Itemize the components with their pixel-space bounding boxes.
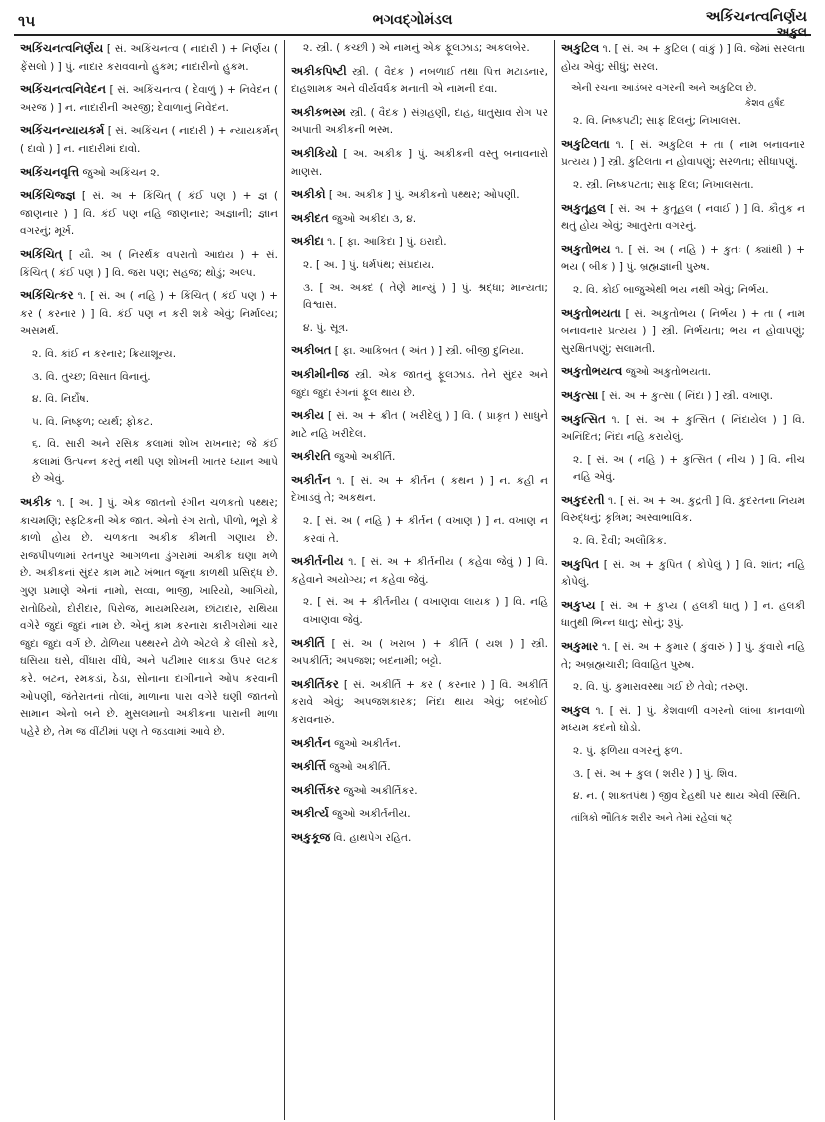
definition: ૪. ન. ( શાક્તપંથ ) જીવ દેહથી પર થાય એવી સ્થિતિ. [573, 790, 801, 803]
entry-sense [561, 788, 805, 806]
definition: ૨. સ્ત્રી. ( કચ્છી ) એ નામનું એક ફૂલઝાડ; અકલબેર. [303, 42, 530, 54]
dictionary-entry [291, 210, 548, 229]
definition: [ યૌ. અ ( નિરર્થક વપરાતો આદ્યય ) + સં. કિંચિત્ ( કંઈ પણ ) ] વિ. જરા પણ; સહજ; થોડું; અલ્પ. [20, 248, 278, 279]
dictionary-entry [291, 366, 548, 402]
definition: ૧. [ સં. ] પું. કેશવાળી વગરનો લાંબા કાનવાળો મધ્યમ કદનો ઘોડો. [561, 704, 805, 735]
dictionary-title: ભગવદ્ગોમંડલ [372, 12, 453, 28]
dictionary-entry [291, 676, 548, 730]
headword: અકુતૂહલ [561, 200, 606, 215]
dictionary-entry [291, 145, 548, 181]
dictionary-entry [20, 164, 278, 183]
definition: ૨. [ સં. અ ( નહિ ) + કુત્સિત ( નીચ ) ] વિ. નીચ નહિ એવું. [573, 453, 805, 484]
dictionary-entry [291, 735, 548, 754]
usage-quote [561, 811, 805, 826]
definition: ૫. વિ. નિષ્ફળ; વ્યર્થ; ફોકટ. [32, 415, 154, 428]
dictionary-entry [291, 472, 548, 508]
dictionary-entry [291, 635, 548, 671]
definition: સ્ત્રી. ( વૈદક ) નબળાઈ તથા પિત્ત મટાડનાર, દાહશામક અને વીર્યવર્ધક મનાતી એ નામની દવા. [291, 65, 548, 96]
headword: અકુદરતી [561, 492, 605, 507]
definition: ૨. સ્ત્રી. નિષ્કપટતા; સાફ દિલ; નિખાલસતા. [573, 178, 754, 191]
dictionary-entry [561, 387, 805, 406]
headword: અકીર્ત્તિ [291, 759, 326, 774]
headword: અકુકૂજ [291, 829, 331, 844]
definition: [ સં. અ ( ખરાબ ) + કીર્તિ ( યશ ) ] સ્ત્રી. અપકીર્તિ; અપજશ; બદનામી; બટ્ટો. [291, 637, 548, 668]
dictionary-entry [20, 81, 278, 117]
dictionary-entry [20, 122, 278, 158]
headword: અકીર્તનીય [291, 554, 344, 569]
definition: ૨. પું. ફળિયા વગરનું ફળ. [573, 745, 683, 757]
dictionary-entry [291, 342, 548, 361]
definition: ૧. [ સં. અકુટિલ + તા ( નામ બનાવનાર પ્રત્યય ) ] સ્ત્રી. કુટિલતા ન હોવાપણું; સરળતા; સીધાપણું. [561, 138, 805, 169]
definition: [ સં. અ + કુપિત ( કોપેલું ) ] વિ. શાંત; નહિ કોપેલું. [561, 558, 805, 589]
entry-sense [291, 40, 548, 58]
dictionary-entry [561, 597, 805, 633]
headword: અકીર્ત્ય [291, 806, 329, 821]
page-header [14, 8, 811, 39]
headword: અકીર્તન [291, 472, 331, 487]
definition: ૧. [ સં. અ + અ. કુદ્રતી ] વિ. કુદરતના નિયમ વિરુદ્ધનું; કૃત્રિમ; અસ્વાભાવિક. [561, 494, 805, 525]
definition: ૨. [ સં. અ + કીર્તનીય ( વખાણવા લાયક ) ] વિ. નહિ વખાણવા જેવું. [303, 596, 548, 627]
entry-sense [291, 320, 548, 338]
entry-sense [561, 766, 805, 784]
headword: અકીક [20, 495, 52, 510]
dictionary-entry [561, 241, 805, 277]
definition: જુઓ અકિંચન ૨. [82, 166, 160, 179]
definition: ૧. [ અ. ] પું. એક જાતનો રંગીન ચળકતો પથ્થર; કાચમણિ; સ્ફટિકની એક જાત. એનો રંગ રાતો, પીળો, ભૂરો કે કાળો હોય છે. ચળકતા અકીક કીમતી ગણાય છે. રાજપીપળામાં રતનપુર આગળના ડુંગરામાં અકીક ઘણા મળે છે. અકીકનાં સુંદર કામ માટે ખંભાત જૂના કાળથી પ્રસિદ્ધ છે. ગુણ પ્રમાણે એનાં નામો, સવ્વા, ભાજી, ખારિયો, આગિયો, રાતોઠિયો, દોરીદાર, પિરોજ, માયમરિયમ, છાંટાદાર, રાથિયા વગેરે જુદાં જુદાં નામ છે. એનું કામ કરનારા કારીગરોમાં ચાર જુદા જુદા વર્ગ છે. ઢોળિયા પથ્થરને ઢોળે એટલે કે લીસો કરે, ઘસિયા ઘસે, વીંધારા વીંધે, અને પટીમાર લાકડા ઉપર લટક કરે. બટન, રમકડાં, ઠેડા, સોનાના દાગીનાને ઓપ કરવાની ઓપણી, જંતેરાતનાં તોલાં, માળાના પારા વગેરે ઘણી જાતનો સામાન એનો બને છે. મુસલમાનો અકીકના પારાની માળા પહેરે છે, તેમ જ વીંટીમાં પણ તે જડવામાં આવે છે. [20, 497, 278, 738]
definition: ૨. [ અ. ] પું. ધર્મપંથ; સંપ્રદાય. [303, 258, 435, 271]
dictionary-entry [291, 553, 548, 589]
entry-sense [561, 533, 805, 551]
headword: અકીકો [291, 187, 326, 202]
dictionary-entry [20, 494, 278, 741]
headword: અકીકપિષ્ટી [291, 63, 347, 78]
definition: જુઓ અકીર્તિ. [334, 451, 396, 464]
definition: [ સં. અકિંચન ( નાદારી ) + ન્યાયકર્મન્ ( દાવો ) ] ન. નાદારીમાં દાવો. [20, 125, 278, 155]
definition: [ સં. અ + કુત્સા ( નિંદા ) ] સ્ત્રી. વખાણ. [601, 389, 774, 402]
headword: અકિંચિત્કર [20, 288, 74, 303]
headword: અકીર્તન [291, 735, 331, 750]
dictionary-entry [291, 104, 548, 140]
definition: [ સં. અ + કિંચિત્ ( કંઈ પણ ) + જ્ઞ ( જાણનાર ) ] વિ. કંઈ પણ નહિ જાણનાર; અજ્ઞાની; જ્ઞાન વગરનું; મૂર્ખ. [20, 190, 278, 238]
dictionary-entry [291, 758, 548, 777]
quote-citation: કેશવ હર્ષદ [744, 98, 785, 110]
headword: અકીદત [291, 210, 329, 225]
definition: ૧. [ ફા. આકિદા ] પું. ઇરાદો. [327, 236, 447, 249]
entry-sense [291, 280, 548, 315]
quote-text: એની રચના આડંબર વગરની અને અકુટિલ છે. [571, 83, 757, 95]
dictionary-entry [561, 702, 805, 738]
definition: ૩. [ સં. અ + કુલ ( શરીર ) ] પું. શિવ. [573, 767, 738, 780]
dictionary-entry [561, 411, 805, 447]
definition: [ સં. અકિંચનત્વ ( નાદારી ) + નિર્ણય ( ફેંસલો ) ] પું. નાદાર કરાવવાનો હુકમ; નાદારીનો હુકમ. [20, 43, 278, 73]
entry-sense [20, 391, 278, 409]
dictionary-entry [561, 40, 805, 76]
definition: [ સં. અ + ક્રીત ( ખરીદેલું ) ] વિ. ( પ્રાકૃત ) સાધુને માટે નહિ ખરીદેલ. [291, 410, 548, 440]
dictionary-entry [291, 63, 548, 99]
dictionary-entry [561, 363, 805, 382]
headword: અકુપ્ય [561, 597, 596, 612]
dictionary-entry [20, 246, 278, 282]
entry-sense [20, 369, 278, 387]
definition: ૨. [ સં. અ ( નહિ ) + કીર્તન ( વખાણ ) ] ન. વખાણ ન કરવાં તે. [303, 515, 548, 545]
definition: ૨. વિ. કાંઈ ન કરનાર; ક્રિયાશૂન્ય. [32, 347, 177, 360]
headword: અકુત્સિત [561, 411, 606, 426]
definition: ૨. વિ. દૈવી; અલૌકિક. [573, 535, 667, 548]
column-2 [284, 40, 554, 1120]
headword: અકીકભસ્મ [291, 104, 346, 119]
headword: અકીકિયો [291, 145, 338, 160]
entry-sense [561, 452, 805, 487]
definition: ૧. [ સં. અ + કીર્તનીય ( કહેવા જેવું ) ] વિ. કહેવાને અયોગ્ય; ન કહેવા જેવું. [291, 556, 548, 586]
entry-sense [20, 346, 278, 364]
definition: ૧. [ સં. અ + કુત્સિત ( નિંદાયેલ ) ] વિ. અનિંદિત; નિંદા નહિ કરાયેલું. [561, 413, 805, 444]
headword: અકિંચનન્યાયકર્મ [20, 123, 105, 138]
definition: વિ. હાથપેગ રહિત. [333, 831, 412, 844]
definition: સ્ત્રી. ( વૈદક ) સંગ્રહણી, દાહ, ધાતુસ્રાવ રોગ પર અપાતી અકીકની ભસ્મ. [291, 106, 548, 137]
guide-word-top: અકિંચનત્વનિર્ણય [705, 9, 807, 25]
headword: અકુમાર [561, 639, 599, 654]
headword: અકુપિત [561, 556, 599, 571]
headword: અકીર્તિકર [291, 676, 339, 691]
definition: ૧. [ સં. અ + કીર્તન ( કથન ) ] ન. કહી ન દેખાડવું તે; અકથન. [291, 474, 548, 505]
headword: અકુતોભય [561, 241, 611, 256]
definition: ૨. વિ. નિષ્કપટી; સાફ દિલનું; નિખાલસ. [573, 115, 741, 128]
entry-sense [561, 177, 805, 195]
headword: અકિંચિત્ [20, 246, 63, 261]
definition: [ સં. અકીર્તિ + કર ( કરનાર ) ] વિ. અકીર્તિ કરાવે એવું; અપજશકારક; નિંદા થાય એવું; બદબોઈ કરાવનારું. [291, 678, 548, 726]
headword: અકીય [291, 408, 324, 423]
headword: અકુટિલ [561, 41, 600, 55]
definition: [ સં. અકિંચનત્વ ( દેવાળું ) + નિવેદન ( અરજ ) ] ન. નાદારીની અરજી; દેવાળાનું નિવેદન. [20, 84, 278, 114]
headword: અકીર્તિ [291, 635, 325, 650]
definition: [ સં. અકુતોભય ( નિર્ભય ) + તા ( નામ બનાવનાર પ્રત્યય ) ] સ્ત્રી. નિર્ભયતા; ભય ન હોવાપણું; સુરક્ષિતપણું; સલામતી. [561, 307, 805, 355]
dictionary-entry [291, 186, 548, 205]
dictionary-entry [291, 448, 548, 467]
usage-quote [561, 81, 805, 111]
headword: અકુટિલતા [561, 136, 610, 151]
column-3 [554, 40, 811, 1120]
quote-text: તાંત્રિકો ભૌતિક શરીર અને તેમાં રહેલાં ષટ્ [571, 812, 733, 824]
definition: [ સં. અ + કુતૂહલ ( નવાઈ ) ] વિ. કૌતુક ન થતું હોય એવું; આતુરતા વગરનું. [561, 202, 806, 233]
entry-sense [20, 436, 278, 489]
definition: ૩. [ અ. અક્દ ( તેણે માન્યું ) ] પું. શ્રદ્ધા; માન્યતા; વિશ્વાસ. [303, 281, 548, 312]
entry-sense [561, 282, 805, 300]
definition: જુઓ અકીર્તનીય. [332, 808, 411, 821]
definition: [ સં. અ + કુપ્ય ( હલકી ધાતુ ) ] ન. હલકી ધાતુથી ભિન્ન ધાતુ; સોનું; રૂપું. [561, 599, 805, 630]
entry-sense [561, 679, 805, 697]
dictionary-entry [20, 40, 278, 76]
entry-sense [291, 513, 548, 548]
dictionary-entry [20, 287, 278, 341]
definition: જુઓ અકીદા ૩, ૪. [331, 212, 417, 225]
dictionary-entry [291, 782, 548, 801]
entry-sense [20, 414, 278, 432]
headword: અકીમીનીજ [291, 366, 349, 381]
definition: ૧. [ સં. અ + કુટિલ ( વાંકું ) ] વિ. જેમાં સરલતા હોય એવું; સીધું; સરલ. [561, 43, 805, 73]
definition: ૬. વિ. સારી અને રસિક કલામાં શોખ રાખનાર; જે કંઈ કલામાં ઉત્પન્ન કરતું નથી પણ શોખની ખાતર ધ્યાન આપે છે એવું. [32, 438, 278, 486]
definition: ૧. [ સં. અ ( નહિ ) + કુતઃ ( ક્યાંથી ) + ભય ( બીક ) ] પું. બ્રહ્મજ્ઞાની પુરુષ. [561, 243, 805, 274]
dictionary-entry [561, 136, 805, 172]
guide-words [706, 10, 807, 40]
headword: અકુલ [561, 702, 590, 717]
column-1 [14, 40, 284, 1120]
dictionary-entry [561, 638, 805, 674]
definition: ૨. વિ. કોઈ બાજુએથી ભય નથી એવું; નિર્ભય. [573, 283, 769, 296]
headword: અકીરતિ [291, 449, 331, 464]
headword: અકુતોભયત્વ [561, 364, 623, 379]
entry-sense [561, 743, 805, 761]
headword: અકિંચનત્વનિર્ણય [20, 41, 104, 55]
entry-sense [561, 113, 805, 131]
entry-columns [14, 40, 811, 1120]
definition: જુઓ અકીર્તિ. [329, 761, 391, 774]
definition: સ્ત્રી. એક જાતનું ફૂલઝાડ. તેને સુંદર અને જુદા જુદા રંગનાં ફૂલ થાય છે. [291, 368, 548, 399]
dictionary-entry [291, 407, 548, 443]
definition: જુઓ અકીર્તિકર. [343, 784, 418, 797]
definition: [ અ. અકીક ] પું. અકીકની વસ્તુ બનાવનારો માણસ. [291, 147, 548, 178]
headword: અકુતોભયતા [561, 305, 621, 320]
headword: અકીર્ત્તિકર [291, 782, 340, 797]
entry-sense [291, 257, 548, 275]
headword: અકિંચનવૃત્તિ [20, 164, 80, 179]
headword: અકિંચનત્વનિવેદન [20, 82, 106, 97]
definition: ૪. પું. સૂત્ર. [303, 321, 349, 334]
headword: અકીદા [291, 234, 324, 249]
headword: અકુત્સા [561, 387, 599, 402]
headword: અકિંચિજ્જ્ઞ [20, 188, 76, 203]
definition: ૪. વિ. નિર્દોષ. [32, 393, 90, 406]
definition: ૧. [ સં. અ + કુમાર ( કુંવારું ) ] પું. કુંવારો નહિ તે; અબ્રહ્મચારી; વિવાહિત પુરુષ. [561, 641, 805, 671]
dictionary-entry [561, 492, 805, 528]
dictionary-entry [561, 200, 805, 236]
dictionary-entry [561, 305, 805, 359]
dictionary-entry [20, 187, 278, 241]
definition: જુઓ અકીર્તન. [334, 737, 401, 750]
definition: ૨. વિ. પું. કુમારાવસ્થા ગઈ છે તેવો; તરુણ. [573, 681, 749, 694]
headword: અકીબત [291, 343, 332, 358]
page-number: ૧૫ [18, 12, 36, 30]
dictionary-entry [291, 233, 548, 252]
dictionary-entry [561, 556, 805, 592]
dictionary-entry [291, 829, 548, 848]
definition: ૧. [ સં. અ ( નહિ ) + કિંચિત્ ( કંઈ પણ ) + કર ( કરનાર ) ] વિ. કંઈ પણ ન કરી શકે એવું; નિર્માલ્ય; અસમર્થ. [20, 290, 278, 338]
definition: ૩. વિ. તુચ્છ; વિસાત વિનાનું. [32, 370, 151, 383]
definition: [ ફા. આકિબત ( અંત ) ] સ્ત્રી. બીજી દુનિયા. [334, 345, 525, 358]
entry-sense [291, 594, 548, 629]
definition: જુઓ અકુતોભયતા. [625, 366, 712, 379]
definition: [ અ. અકીક ] પું. અકીકનો પથ્થર; ઓપણી. [328, 189, 520, 202]
guide-word-bottom: અકુલ [776, 25, 807, 39]
dictionary-entry [291, 805, 548, 824]
